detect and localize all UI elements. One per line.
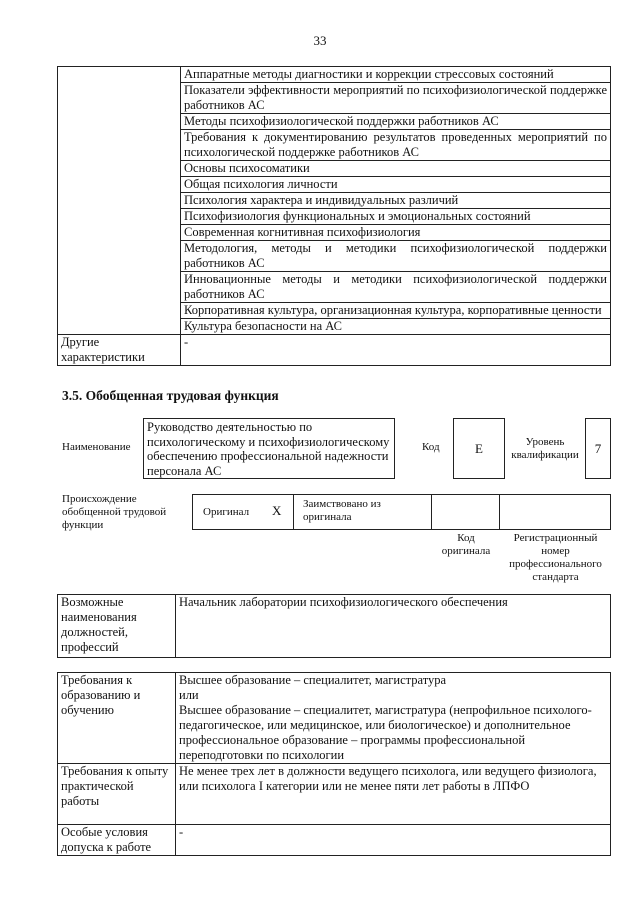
education-alternative: Высшее образование – специалитет, магистратура (непрофильное психолого-педагогическое, или медицинское, или биологическое) и дополнительное профессиональное образование – программы профессиональной переподготовки по психологии <box>179 703 592 762</box>
positions-value: Начальник лаборатории психофизиологического обеспечения <box>176 595 611 658</box>
section-title: 3.5. Обобщенная трудовая функция <box>62 388 279 403</box>
original-label: Оригинал <box>203 506 250 518</box>
table-row <box>58 764 611 825</box>
function-name-value: Руководство деятельностью по психологическому и психофизиологическому обеспечению профессиональной надежности персонала АС <box>143 418 395 479</box>
knowledge-item: Культура безопасности на АС <box>181 319 611 335</box>
knowledge-item: Инновационные методы и методики психофизиологической поддержки работников АС <box>181 272 611 303</box>
registration-number-caption: Регистрационный номер профессионального стандарта <box>509 532 602 583</box>
knowledge-item: Корпоративная культура, организационная культура, корпоративные ценности <box>181 303 611 319</box>
knowledge-item: Требования к документированию результатов проведенных мероприятий по психологической поддержке работников АС <box>181 130 611 161</box>
knowledge-item: Показатели эффективности мероприятий по психофизиологической поддержке работников АС <box>181 83 611 114</box>
table-row <box>58 595 611 658</box>
code-value: E <box>453 418 505 479</box>
education-or: или <box>179 688 199 702</box>
admission-value: - <box>176 825 611 856</box>
divider <box>293 494 294 530</box>
table-row <box>58 335 611 366</box>
knowledge-item: Современная когнитивная психофизиология <box>181 225 611 241</box>
divider <box>499 494 500 530</box>
knowledge-label-cell <box>58 67 181 335</box>
requirements-table <box>57 672 611 856</box>
knowledge-item: Психофизиология функциональных и эмоциональных состояний <box>181 209 611 225</box>
page-number: 33 <box>313 33 327 48</box>
education-value: Высшее образование – специалитет, магистратура <box>179 673 447 687</box>
table-row <box>58 67 611 83</box>
experience-label: Требования к опыту практической работы <box>58 764 176 825</box>
table-row <box>58 825 611 856</box>
knowledge-item: Основы психосоматики <box>181 161 611 177</box>
table-row <box>58 673 611 764</box>
level-label: Уровень квалификации <box>511 436 579 461</box>
knowledge-item: Аппаратные методы диагностики и коррекции стрессовых состояний <box>181 67 611 83</box>
other-characteristics-value: - <box>181 335 611 366</box>
experience-value: Не менее трех лет в должности ведущего психолога, или ведущего физиолога, или психолога I категории или не менее пяти лет работы в ЛПФО <box>176 764 611 825</box>
education-label: Требования к образованию и обучению <box>58 673 176 764</box>
education-cell <box>176 673 611 764</box>
positions-table <box>57 594 611 658</box>
code-label: Код <box>422 441 440 453</box>
knowledge-table <box>57 66 611 366</box>
divider <box>431 494 432 530</box>
other-characteristics-label: Другие характеристики <box>58 335 181 366</box>
admission-label: Особые условия допуска к работе <box>58 825 176 856</box>
original-mark: X <box>272 503 282 518</box>
knowledge-item: Психология характера и индивидуальных различий <box>181 193 611 209</box>
positions-label: Возможные наименования должностей, профессий <box>58 595 176 658</box>
borrowed-label: Заимствовано из оригинала <box>303 498 381 523</box>
knowledge-item: Методы психофизиологической поддержки работников АС <box>181 114 611 130</box>
knowledge-item: Общая психология личности <box>181 177 611 193</box>
knowledge-item: Методология, методы и методики психофизиологической поддержки работников АС <box>181 241 611 272</box>
name-label: Наименование <box>62 441 131 453</box>
origin-label: Происхождение обобщенной трудовой функции <box>62 493 167 531</box>
code-original-caption: Код оригинала <box>441 532 491 557</box>
level-value: 7 <box>585 418 611 479</box>
